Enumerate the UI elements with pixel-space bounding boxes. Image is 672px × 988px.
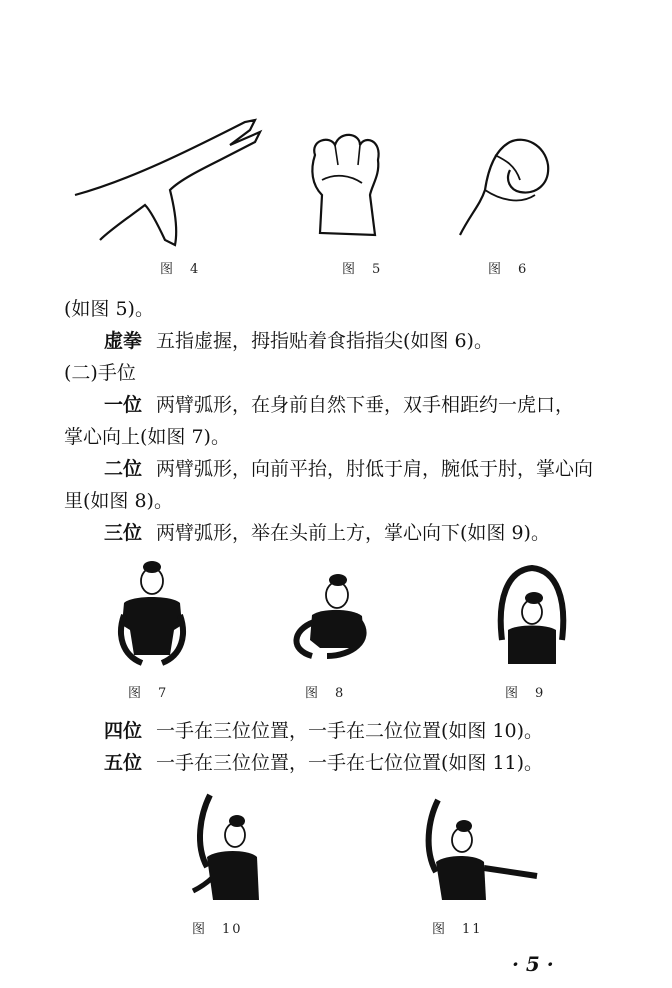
section-heading-hand-positions: (二)手位 — [64, 362, 136, 384]
term-third-position: 三位 — [104, 522, 143, 544]
paragraph-third-position: 三位 两臂弧形，举在头前上方，掌心向下(如图 9)。 — [104, 522, 550, 544]
paragraph-empty-fist: 虚拳 五指虚握，拇指贴着食指指尖(如图 6)。 — [104, 330, 493, 352]
term-second-position: 二位 — [104, 458, 143, 480]
figure-9-caption: 图 9 — [505, 686, 546, 701]
term-empty-fist: 虚拳 — [104, 330, 143, 352]
paragraph-fifth-position: 五位 一手在三位位置，一手在七位位置(如图 11)。 — [104, 752, 544, 774]
paragraph-second-position: 二位 两臂弧形，向前平抬，肘低于肩，腕低于肘，掌心向 — [104, 458, 594, 480]
paragraph-first-position-cont: 掌心向上(如图 7)。 — [64, 426, 230, 448]
figure-8-dancer — [282, 570, 372, 670]
figure-8-caption: 图 8 — [305, 686, 346, 701]
figure-9-dancer — [492, 560, 572, 670]
term-fifth-position: 五位 — [104, 752, 143, 774]
figure-7-dancer — [112, 555, 192, 670]
figure-7-caption: 图 7 — [128, 686, 169, 701]
figure-10-caption: 图 10 — [192, 922, 243, 937]
figure-11-dancer — [412, 790, 542, 910]
figure-5-fist — [300, 125, 390, 240]
page-number: · 5 · — [512, 952, 554, 976]
figure-5-caption: 图 5 — [342, 262, 383, 277]
figure-4-flat-hand — [70, 110, 270, 260]
term-fourth-position: 四位 — [104, 720, 143, 742]
figure-11-caption: 图 11 — [432, 922, 483, 937]
term-first-position: 一位 — [104, 394, 143, 416]
figure-4-caption: 图 4 — [160, 262, 201, 277]
paragraph-continued: (如图 5)。 — [64, 298, 154, 320]
figure-6-caption: 图 6 — [488, 262, 529, 277]
figure-6-empty-fist — [450, 130, 560, 240]
paragraph-second-position-cont: 里(如图 8)。 — [64, 490, 173, 512]
figure-10-dancer — [185, 785, 275, 910]
paragraph-fourth-position: 四位 一手在三位位置，一手在二位位置(如图 10)。 — [104, 720, 544, 742]
paragraph-first-position: 一位 两臂弧形，在身前自然下垂，双手相距约一虎口， — [104, 394, 575, 416]
